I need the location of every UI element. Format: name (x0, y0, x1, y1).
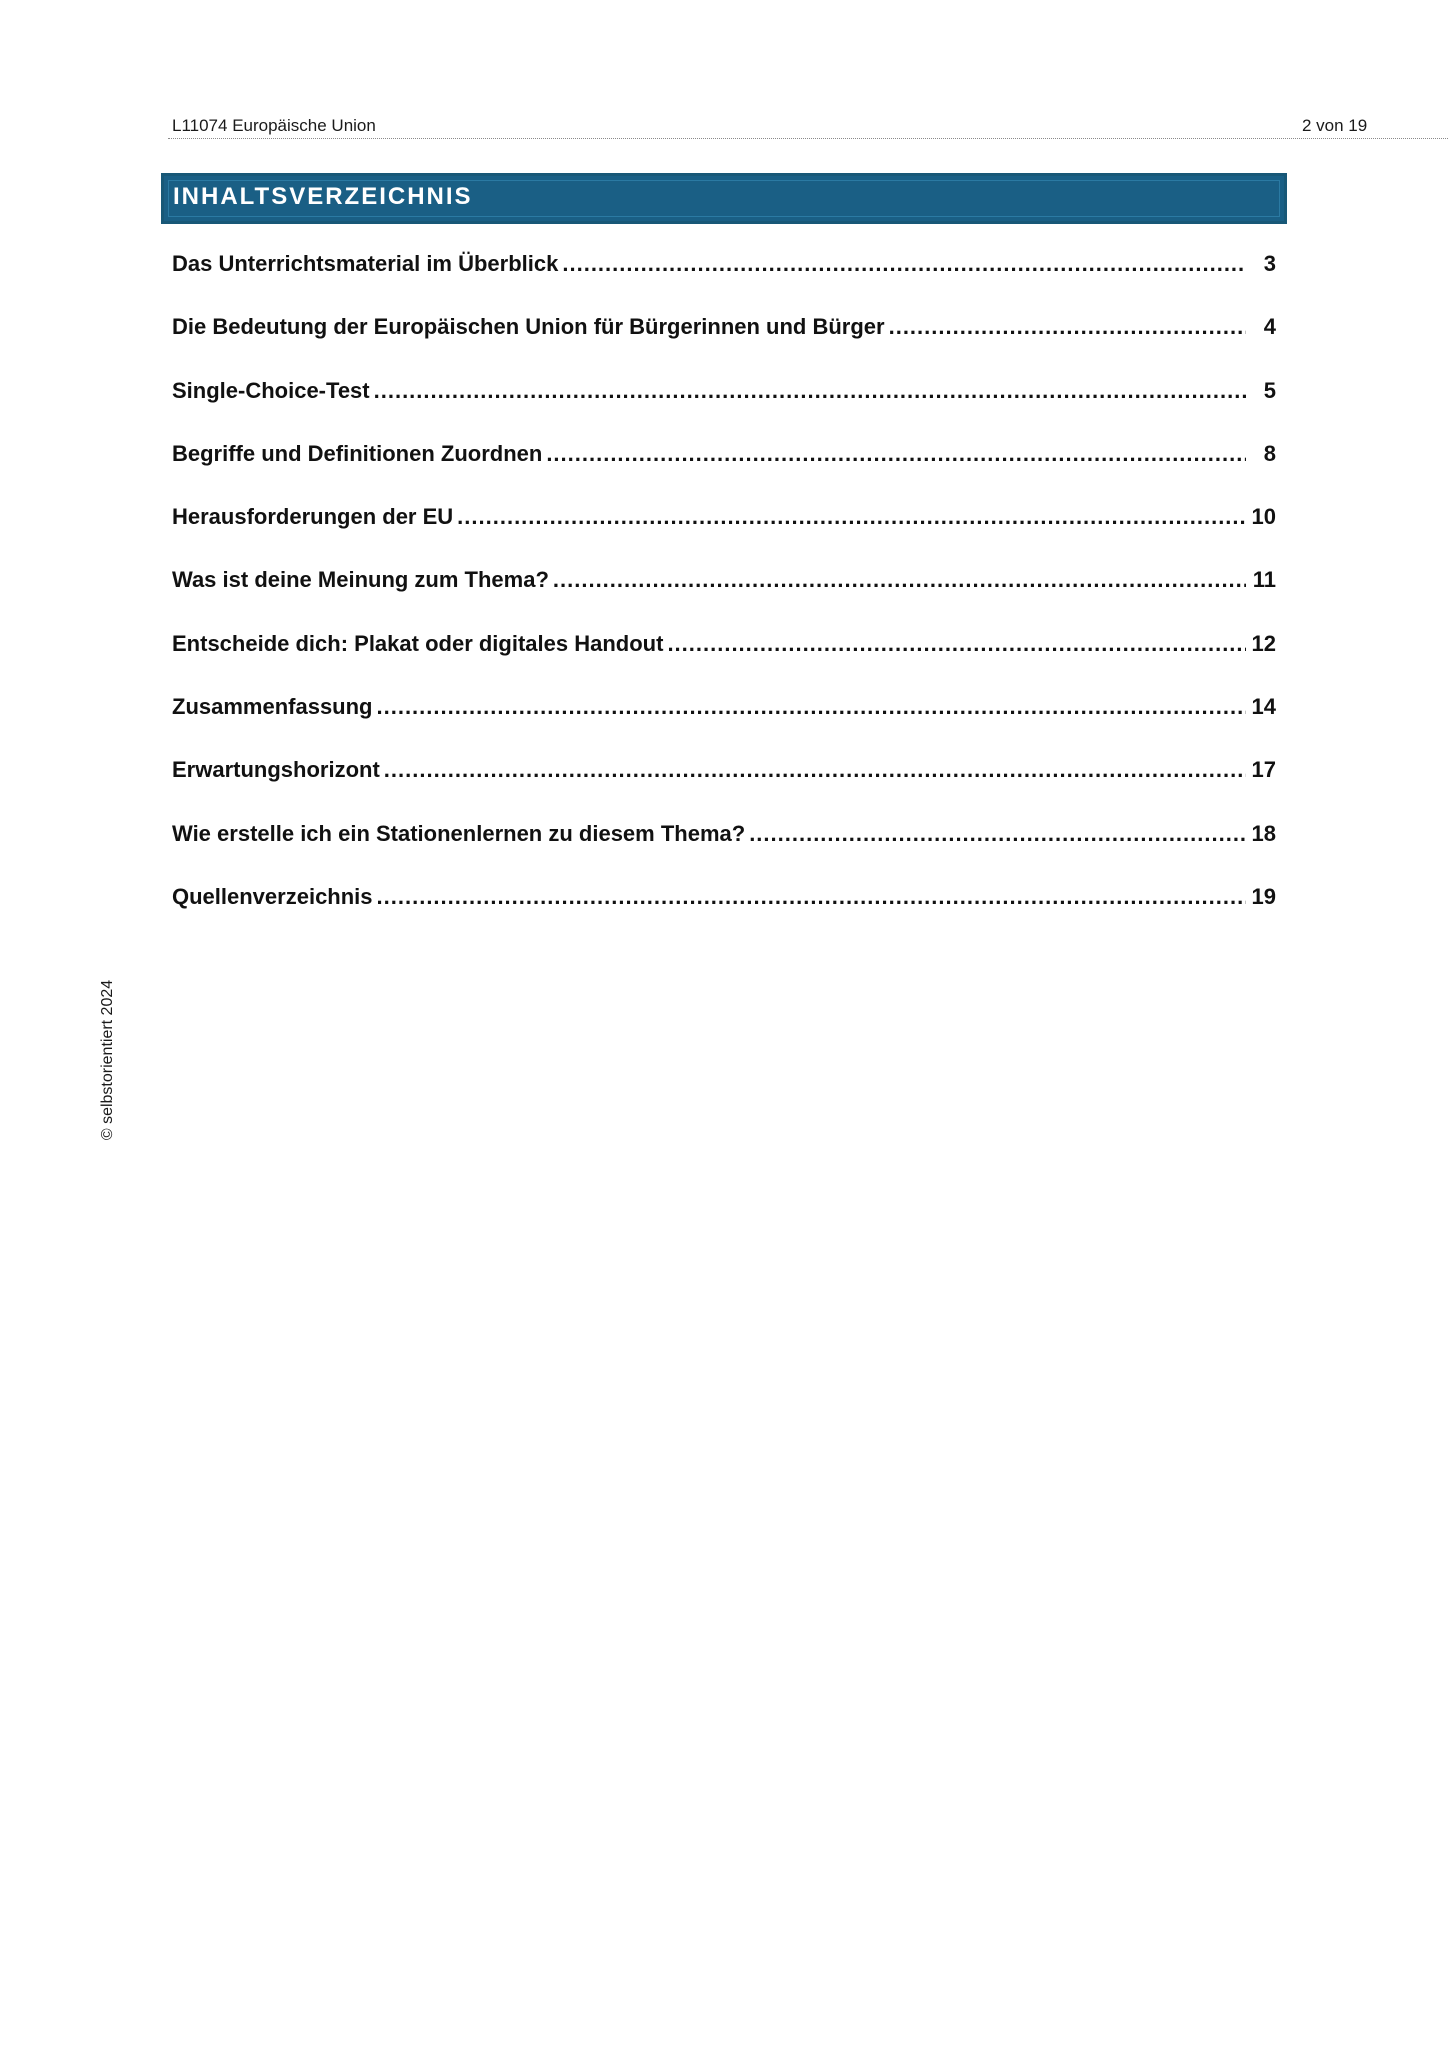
toc-entry-title: Quellenverzeichnis (172, 883, 373, 909)
toc-entry-page: 11 (1252, 567, 1276, 593)
toc-entry-title: Herausforderungen der EU (172, 504, 454, 530)
toc-dot-leader (377, 694, 1247, 720)
toc-entry-title: Single-Choice-Test (172, 377, 370, 403)
toc-entry[interactable] (172, 441, 1276, 504)
page-number: 2 von 19 (1302, 116, 1368, 135)
toc-heading-bar (161, 173, 1287, 224)
toc-entry-page: 19 (1251, 883, 1276, 909)
document-title: L11074 Europäische Union (172, 116, 376, 135)
toc-entry[interactable] (172, 314, 1276, 377)
toc-entry-page: 3 (1263, 251, 1276, 276)
toc-dot-leader (457, 504, 1246, 530)
toc-entry-title: Die Bedeutung der Europäischen Union für Bürgerinnen und Bürger (172, 314, 885, 340)
toc-entry[interactable] (172, 757, 1276, 820)
toc-list (172, 251, 1276, 947)
toc-dot-leader (553, 567, 1246, 593)
toc-dot-leader (377, 884, 1246, 910)
toc-entry[interactable] (172, 378, 1276, 441)
toc-entry-title: Begriffe und Definitionen Zuordnen (172, 440, 543, 466)
toc-entry[interactable] (172, 694, 1276, 757)
toc-entry[interactable] (172, 821, 1276, 884)
toc-entry-title: Was ist deine Meinung zum Thema? (172, 567, 549, 593)
toc-dot-leader (546, 441, 1246, 467)
toc-entry[interactable] (172, 504, 1276, 567)
toc-dot-leader (374, 378, 1246, 404)
toc-entry-title: Wie erstelle ich ein Stationenlernen zu diesem Thema? (172, 820, 746, 846)
toc-entry-title: Entscheide dich: Plakat oder digitales Handout (172, 630, 664, 656)
toc-entry-page: 12 (1251, 630, 1276, 656)
page-header (168, 114, 1448, 139)
toc-dot-leader (562, 251, 1246, 277)
toc-heading: INHALTSVERZEICHNIS (173, 183, 473, 210)
toc-entry-page: 17 (1251, 757, 1276, 783)
toc-dot-leader (889, 314, 1246, 340)
toc-entry-page: 10 (1251, 504, 1276, 530)
toc-entry[interactable] (172, 251, 1276, 314)
toc-entry-page: 18 (1251, 820, 1276, 846)
toc-entry-title: Das Unterrichtsmaterial im Überblick (172, 251, 559, 276)
toc-dot-leader (749, 821, 1246, 847)
copyright-notice: © selbstorientiert 2024 (99, 979, 116, 1141)
toc-dot-leader (667, 631, 1246, 657)
toc-entry-page: 8 (1263, 440, 1276, 466)
toc-entry-title: Erwartungshorizont (172, 757, 380, 783)
toc-entry[interactable] (172, 631, 1276, 694)
toc-entry-page: 4 (1263, 314, 1276, 340)
toc-dot-leader (384, 757, 1246, 783)
toc-entry-title: Zusammenfassung (172, 694, 373, 720)
toc-entry-page: 5 (1263, 377, 1276, 403)
toc-entry-page: 14 (1251, 694, 1276, 720)
toc-entry[interactable] (172, 567, 1276, 630)
toc-entry[interactable] (172, 884, 1276, 947)
